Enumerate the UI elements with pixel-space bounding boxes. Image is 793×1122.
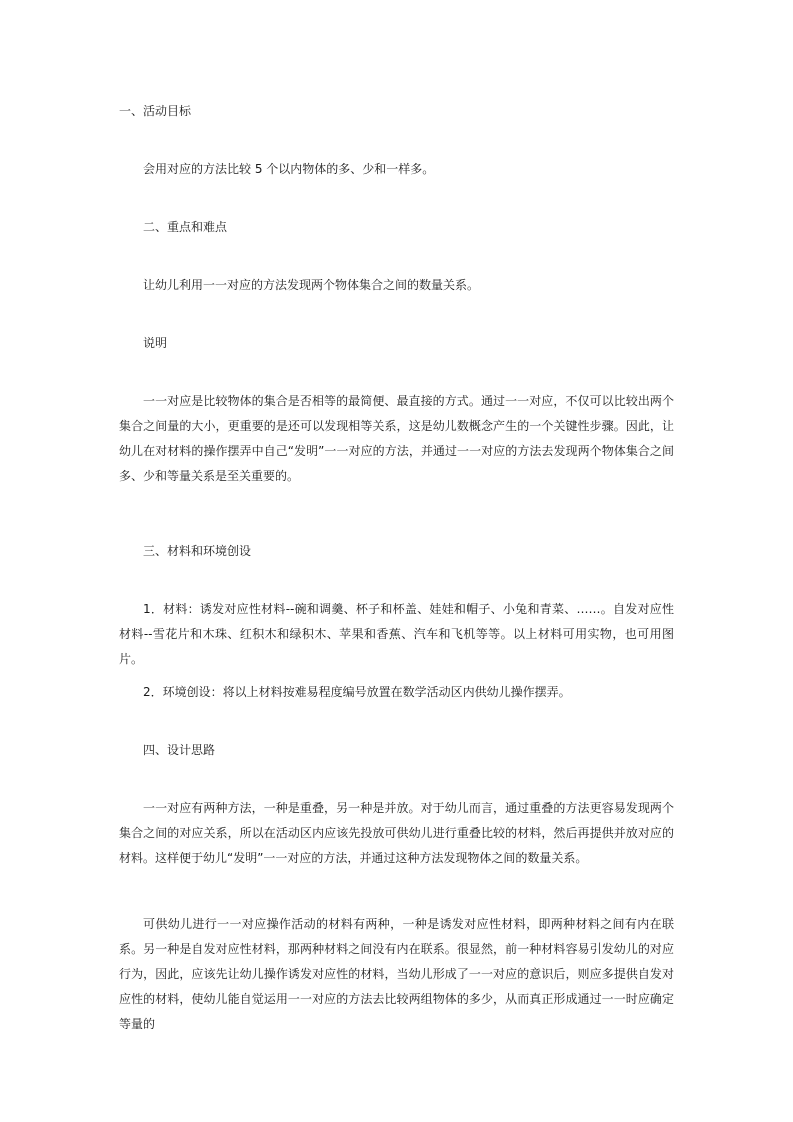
- heading-activity-goal: 一、活动目标: [119, 104, 192, 118]
- paragraph-goal: 会用对应的方法比较 5 个以内物体的多、少和一样多。: [143, 162, 435, 176]
- heading-materials-environment: 三、材料和环境创设: [143, 544, 252, 558]
- paragraph-environment: 2．环境创设：将以上材料按难易程度编号放置在数学活动区内供幼儿操作摆弄。: [143, 685, 571, 699]
- paragraph-focus: 让幼儿利用一一对应的方法发现两个物体集合之间的数量关系。: [143, 278, 480, 292]
- heading-design-idea: 四、设计思路: [143, 743, 216, 757]
- paragraph-design-1: 一一对应有两种方法，一种是重叠，另一种是并放。对于幼儿而言，通过重叠的方法更容易发现两个集合之间的对应关系，所以在活动区内应该先投放可供幼儿进行重叠比较的材料，然后再提供并放对应的材料。这样便于幼儿“发明”一一对应的方法，并通过这种方法发现物体之间的数量关系。: [119, 801, 674, 865]
- paragraph-materials: 1．材料：诱发对应性材料--碗和调羹、杯子和杯盖、娃娃和帽子、小兔和青菜、……。自发对应性材料--雪花片和木珠、红积木和绿积木、苹果和香蕉、汽车和飞机等等。以上材料可用实物，也可用图片。: [119, 602, 674, 666]
- heading-focus-difficulty: 二、重点和难点: [143, 220, 228, 234]
- paragraph-note: 一一对应是比较物体的集合是否相等的最简便、最直接的方式。通过一一对应，不仅可以比较出两个集合之间量的大小，更重要的是还可以发现相等关系，这是幼儿数概念产生的一个关键性步骤。因此，让幼儿在对材料的操作摆弄中自己“发明”一一对应的方法，并通过一一对应的方法去发现两个物体集合之间多、少和等量关系是至关重要的。: [119, 394, 674, 483]
- heading-note: 说明: [143, 336, 168, 350]
- paragraph-design-2: 可供幼儿进行一一对应操作活动的材料有两种，一种是诱发对应性材料，即两种材料之间有内在联系。另一种是自发对应性材料，那两种材料之间没有内在联系。很显然，前一种材料容易引发幼儿的对应行为，因此，应该先让幼儿操作诱发对应性的材料，当幼儿形成了一一对应的意识后，则应多提供自发对应性的材料，使幼儿能自觉运用一一对应的方法去比较两组物体的多少，从而真正形成通过一一时应确定等量的: [119, 917, 674, 1031]
